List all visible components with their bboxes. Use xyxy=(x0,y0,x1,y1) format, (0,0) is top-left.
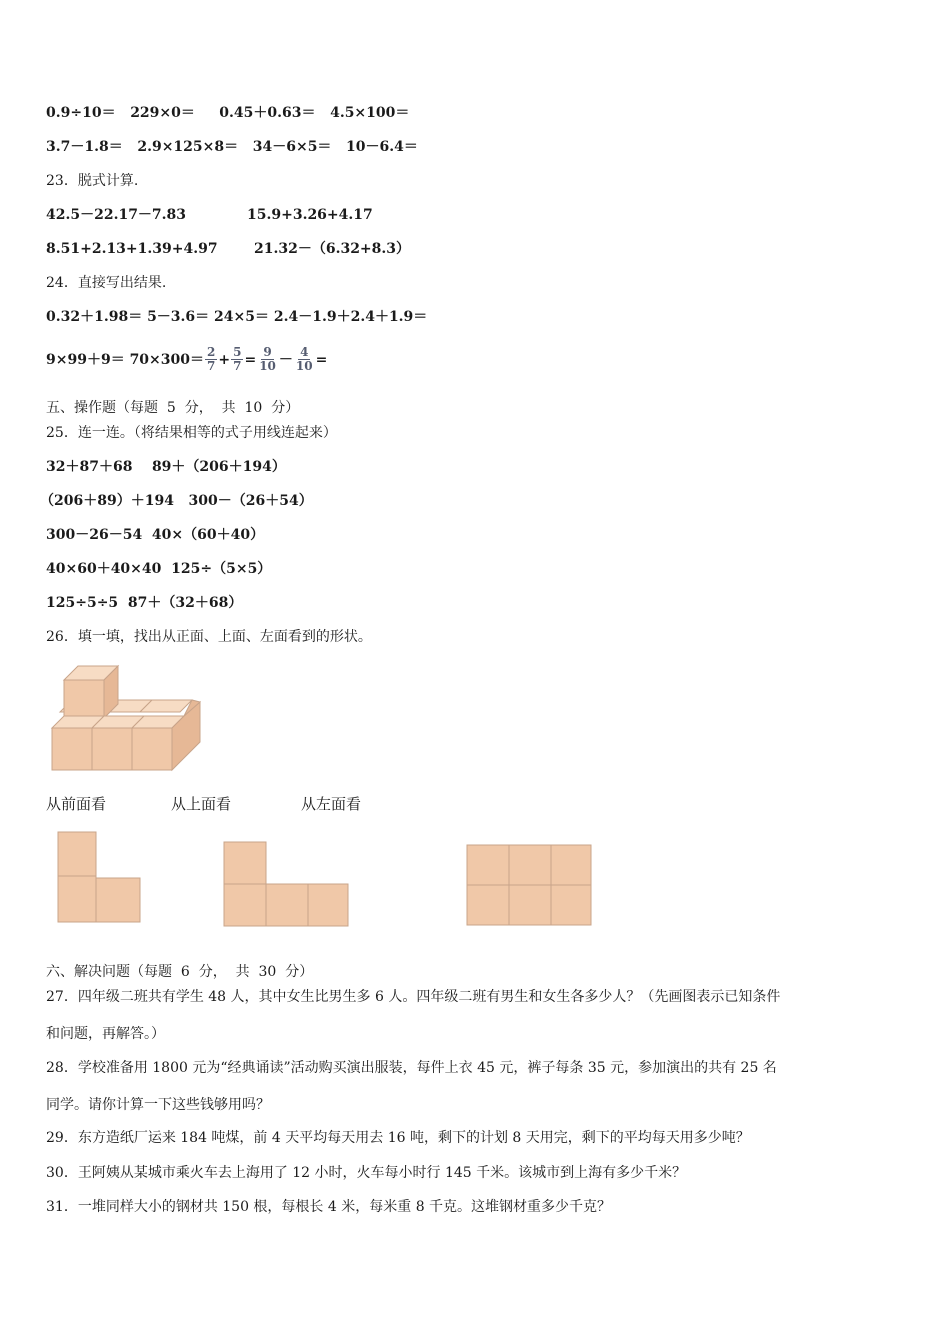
question-27-line-1: 27．四年级二班共有学生 48 人，其中女生比男生多 6 人。四年级二班有男生和女生各多少人？（先画图表示已知条件 xyxy=(46,989,781,1005)
fraction-5-7 xyxy=(231,346,243,373)
minus-sign: － xyxy=(278,351,293,368)
fraction-denominator: 7 xyxy=(233,359,242,373)
match-row-3: 300－26－54 40×（60＋40） xyxy=(46,527,265,543)
view-label-left: 从左面看 xyxy=(301,795,362,813)
equals-sign: = xyxy=(315,351,328,368)
view-shape-c xyxy=(465,843,595,927)
equals-sign: = xyxy=(244,351,257,368)
fraction-numerator: 2 xyxy=(207,345,216,359)
question-25-title: 25．连一连。（将结果相等的式子用线连起来） xyxy=(46,425,337,441)
question-28-line-1: 28．学校准备用 1800 元为“经典诵读”活动购买演出服装，每件上衣 45 元，裤子每条 35 元，参加演出的共有 25 名 xyxy=(46,1060,777,1076)
cube-stack-figure xyxy=(48,660,208,778)
view-shape-b xyxy=(222,840,352,928)
match-row-2: （206＋89）＋194 300－（26＋54） xyxy=(40,493,313,509)
calc-23-a: 42.5－22.17－7.83 xyxy=(46,207,187,223)
calc-23-d: 21.32－（6.32+8.3） xyxy=(254,241,411,257)
section-6-heading: 六、解决问题（每题 6 分， 共 30 分） xyxy=(46,964,314,980)
direct-calc-row-2-prefix: 9×99＋9＝ 70×300＝ xyxy=(46,351,205,368)
fraction-numerator: 4 xyxy=(300,345,309,359)
fraction-denominator: 10 xyxy=(259,359,276,373)
calc-23-b: 15.9+3.26+4.17 xyxy=(247,207,373,223)
question-24-title: 24．直接写出结果. xyxy=(46,275,167,291)
calc-23-c: 8.51+2.13+1.39+4.97 xyxy=(46,241,218,257)
match-row-1: 32＋87＋68 89＋（206＋194） xyxy=(46,459,286,475)
view-label-top: 从上面看 xyxy=(171,795,232,813)
fraction-9-10 xyxy=(257,346,278,373)
question-31: 31．一堆同样大小的钢材共 150 根，每根长 4 米，每米重 8 千克。这堆钢材重多少千克？ xyxy=(46,1199,612,1215)
match-row-4: 40×60＋40×40 125÷（5×5） xyxy=(46,561,272,577)
match-row-5: 125÷5÷5 87＋（32＋68） xyxy=(46,595,243,611)
question-28-line-2: 同学。请你计算一下这些钱够用吗？ xyxy=(46,1097,270,1113)
question-27-line-2: 和问题，再解答。） xyxy=(46,1026,165,1042)
fraction-numerator: 5 xyxy=(233,345,242,359)
question-26-title: 26．填一填，找出从正面、上面、左面看到的形状。 xyxy=(46,629,372,645)
view-shape-a xyxy=(56,830,146,924)
fraction-denominator: 7 xyxy=(207,359,216,373)
plus-sign: + xyxy=(218,351,231,368)
fraction-2-7 xyxy=(205,346,217,373)
section-5-heading: 五、操作题（每题 5 分， 共 10 分） xyxy=(46,400,300,416)
fraction-denominator: 10 xyxy=(295,359,313,373)
fraction-numerator: 9 xyxy=(263,345,272,359)
direct-calc-row-1: 0.32＋1.98＝ 5－3.6＝ 24×5＝ 2.4－1.9＋2.4＋1.9＝ xyxy=(46,309,428,325)
oral-calc-row-1: 0.9÷10＝ 229×0＝ 0.45＋0.63＝ 4.5×100＝ xyxy=(46,105,410,121)
fraction-4-10 xyxy=(294,346,315,373)
question-30: 30．王阿姨从某城市乘火车去上海用了 12 小时，火车每小时行 145 千米。该城市到上海有多少千米？ xyxy=(46,1165,687,1181)
question-23-title: 23．脱式计算. xyxy=(46,173,139,189)
direct-calc-row-2 xyxy=(46,346,327,373)
view-label-front: 从前面看 xyxy=(46,795,107,813)
oral-calc-row-2: 3.7－1.8＝ 2.9×125×8＝ 34－6×5＝ 10－6.4＝ xyxy=(46,139,418,155)
question-29: 29．东方造纸厂运来 184 吨煤，前 4 天平均每天用去 16 吨，剩下的计划 8 天用完，剩下的平均每天用多少吨？ xyxy=(46,1130,750,1146)
